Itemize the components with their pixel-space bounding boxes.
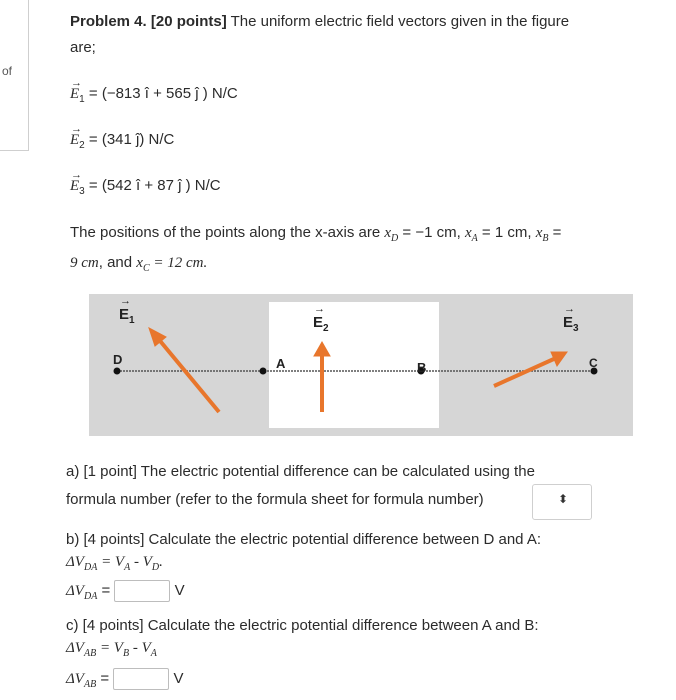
part-c-formula: $\Delta V_{AB} = V_B - V_A$	[66, 640, 157, 659]
fig-label-c: C	[589, 356, 598, 370]
part-b-answer-row: $\Delta V_{DA} = V$	[66, 581, 185, 602]
part-c-unit: V	[173, 669, 184, 687]
fig-label-e3: → $E_3$	[563, 314, 579, 334]
part-b-line1: b) [4 points] Calculate the electric potential difference between D and A:	[66, 531, 542, 548]
delta-v-ab-input[interactable]	[113, 668, 169, 690]
equation-e2: → $E_2 = (341$ ĵ) N/C	[70, 130, 174, 156]
problem-intro-line1	[70, 12, 569, 32]
equation-e1: → $E_1 = (-813$ î + 565 ĵ ) N/C	[70, 84, 238, 110]
problem-title: Problem 4. [20 points]	[70, 13, 227, 30]
delta-v-da-input[interactable]	[114, 580, 170, 602]
part-b-formula: $\Delta V_{DA} = V_A - V_D$.	[66, 554, 163, 573]
problem-intro-text: The uniform electric field vectors given in the figure	[230, 13, 570, 30]
fig-label-a: A	[276, 356, 286, 371]
select-chevron-icon: ⬍	[558, 492, 569, 506]
positions-line2: 9 cm, and $x_C = 12$ cm.	[70, 254, 208, 274]
fig-label-b: B	[417, 360, 427, 375]
equation-e3: → $E_3 = (542$ î + 87 ĵ ) N/C	[70, 176, 221, 202]
part-c-line1: c) [4 points] Calculate the electric potential difference between A and B:	[66, 617, 539, 634]
part-a-line2: formula number (refer to the formula sheet for formula number)	[66, 491, 484, 508]
part-b-unit: V	[174, 581, 185, 599]
part-c-answer-row: $\Delta V_{AB} = V$	[66, 669, 184, 690]
fig-label-e1: → $E_1$	[119, 306, 135, 326]
e3-arrow	[494, 352, 567, 386]
fig-label-d: D	[113, 352, 123, 367]
field-diagram-svg	[89, 294, 633, 436]
point-a-dot	[260, 368, 267, 375]
problem-intro-line2: are;	[70, 39, 96, 56]
field-diagram	[89, 294, 633, 436]
fig-label-e2: → $E_2$	[313, 314, 329, 334]
part-a-line1: a) [1 point] The electric potential difference can be calculated using the	[66, 463, 535, 480]
e1-arrow	[149, 328, 219, 412]
formula-number-select[interactable]	[532, 484, 592, 520]
point-d-dot	[114, 368, 121, 375]
positions-line1: The positions of the points along the x-axis are $x_D = -1$ cm, $x_A = 1$ cm, $x_B$ =	[70, 224, 562, 244]
margin-label: of	[2, 64, 13, 78]
